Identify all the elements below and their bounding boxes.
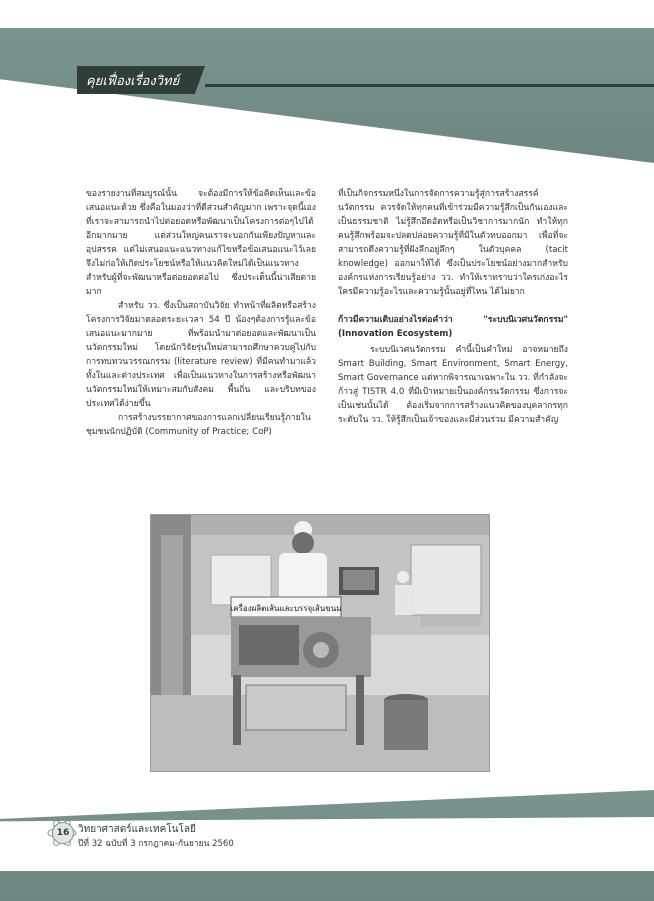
section-label: คุยเฟื่องเรื่องวิทย์	[86, 74, 180, 89]
page-number: 16	[52, 822, 74, 844]
machine-sign: เครื่องผลิตเส้นและบรรจุเส้นขนม	[230, 604, 342, 613]
paragraph: ระบบนิเวศนวัตกรรม คำนี้เป็นคำใหม่ อาจหมายถึง Smart Building, Smart Environment, Smart Energy, Smart Governance แต่หากพิจารณาเฉพาะใน วว. ที่กำลังจะก้าวสู่ TISTR 4.0 ที่มีเป้าหมายเป็นองค์กรนวัตกรรม ซึ่งการจะเป็นเช่นนั้นได้ ต้องเริ่มจากการสร้างแนวคิดของบุคลากรทุกระดับใน วว. ให้รู้สึกเป็นเจ้าของและมีส่วนร่วม มีความสำคัญ	[338, 345, 568, 425]
paragraph: การสร้างบรรยากาศของการแลกเปลี่ยนเรียนรู้ภายในชุมชนนักปฏิบัติ (Community of Practice; CoP)	[86, 413, 311, 437]
article-left-column	[86, 187, 316, 439]
subheading: ก้าวมีความเติบอย่างไรต่อคำว่า "ระบบนิเวศนวัตกรรม" (Innovation Ecosystem)	[338, 315, 568, 339]
paragraph: ที่เป็นกิจกรรมหนึ่งในการจัดการความรู้สู่การสร้างสรรค์นวัตกรรม ควรจัดให้ทุกคนที่เข้าร่วมมีความรู้สึกเป็นกันเองและเป็นธรรมชาติ ไม่รู้สึกอึดอัดหรือเป็นวิชาการมากนัก ทำให้ทุกคนรู้สึกพร้อมจะปลดปล่อยความรู้ที่มีในตัวทบออกมา เพื่อที่จะสามารถดึงความรู้ที่ฝังลึกอยู่ลึกๆ ในตัวบุคคล (tacit knowledge) ออกมาให้ได้ ซึ่งเป็นประโยชน์อย่างมากสำหรับองค์กรแห่งการเรียนรู้อย่าง วว. ทำให้เราทราบว่าใครเก่งอะไร ใครมีความรู้อะไรและความรู้นั้นอยู่ที่ไหน ได้ไม่ยาก	[338, 189, 568, 297]
magazine-title: วิทยาศาสตร์และเทคโนโลยี	[78, 824, 196, 835]
section-rule	[205, 84, 654, 87]
top-band	[0, 0, 654, 60]
factory-photo	[150, 514, 490, 772]
article-right-column	[338, 187, 568, 427]
issue-info: ปีที่ 32 ฉบับที่ 3 กรกฎาคม-กันยายน 2560	[78, 839, 234, 849]
paragraph: สำหรับ วว. ซึ่งเป็นสถาบันวิจัย ทำหน้าที่ผลิตหรือสร้างโครงการวิจัยมาตลอดระยะเวลา 54 ปี น้องๆต้องการรู้และข้อเสนอแนะมากมาย ที่พร้อมนำมาต่อยอดและพัฒนาเป็นนวัตกรรมใหม่ โดยนักวิจัยรุ่นใหม่สามารถศึกษาควบคู่ไปกับการทบทวนวรรณกรรม (literature review) ที่มีคนทำมาแล้วทั้งในและต่างประเทศ เพื่อเป็นแนวทางในการสร้างหรือพัฒนานวัตกรรมใหม่ให้เหมาะสมกับสังคม พื้นถิ่น และบริบทของประเทศได้ง่ายขึ้น	[86, 301, 316, 409]
paragraph: ของรายงานที่สมบูรณ์นั้น จะต้องมีการให้ข้อคิดเห็นและข้อเสนอแนะด้วย ซึ่งคือในมองว่าที่ดีส่วนสำคัญมาก เพราะจุดนี้เองที่เราจะสามารถนำไปต่อยอดหรือพัฒนาเป็นโครงการต่อๆไปได้อีกมากมาย แต่ส่วนใหญ่คนเราจะบอกกันเพียงปัญหาและอุปสรรค แต่ไม่เสนอแนะแนวทางแก้ไขหรือข้อเสนอแนะไว้เลย จึงไม่ก่อให้เกิดประโยชน์หรือให้แนวคิดใหม่ได้เป็นแนวทางสำหรับผู้ที่จะพัฒนาหรือต่อยอดต่อไป ซึ่งประเด็นนี้น่าเสียดายมาก	[86, 189, 316, 297]
